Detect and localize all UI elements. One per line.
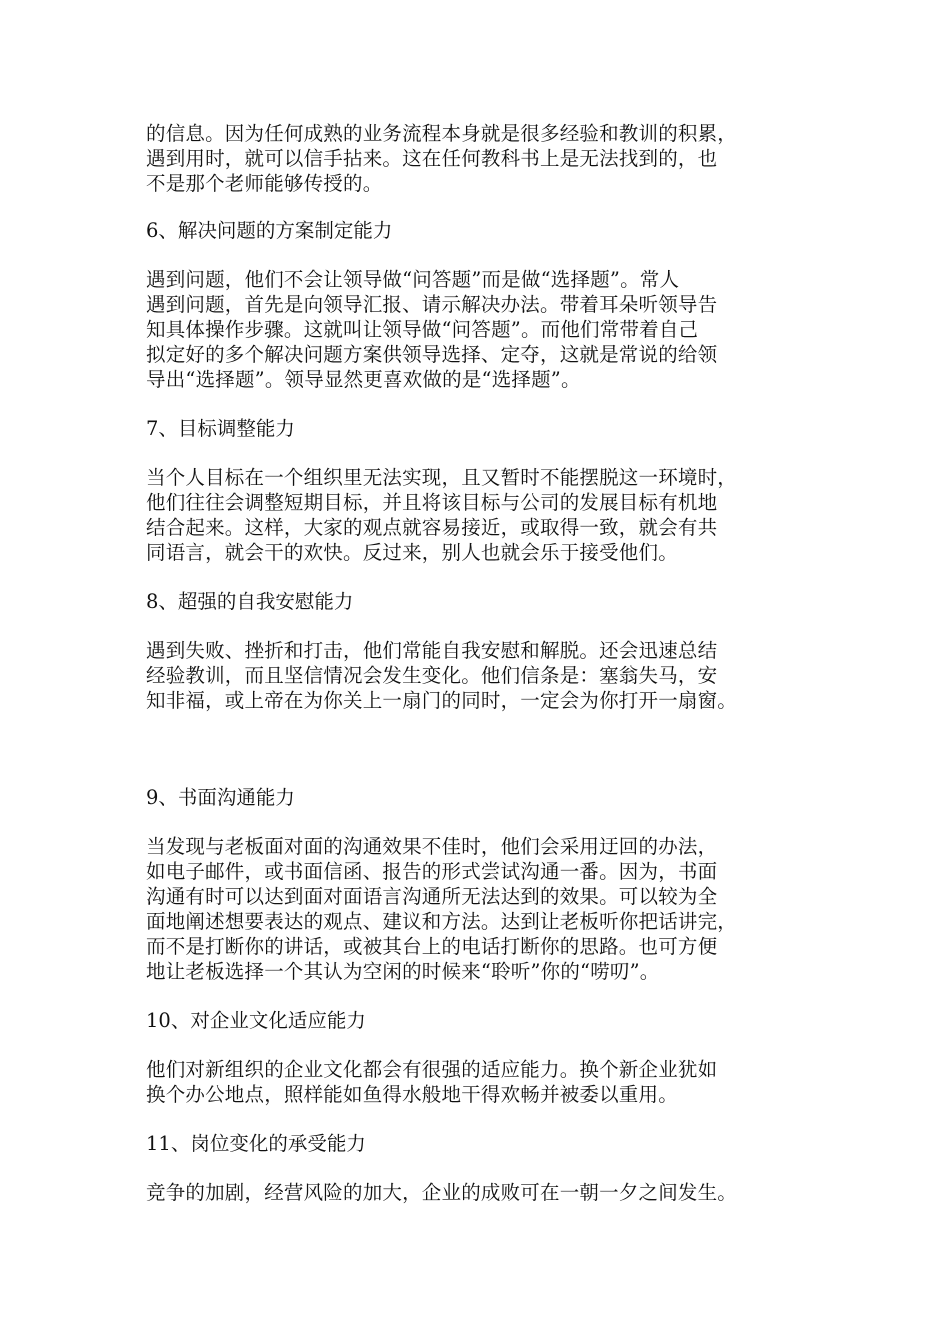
section-heading-7: 7、目标调整能力 (146, 417, 295, 440)
paragraph-intro: 的信息。因为任何成熟的业务流程本身就是很多经验和教训的积累， 遇到用时，就可以信手拈来。这在任何教科书上是无法找到的，也 不是那个老师能够传授的。 (146, 122, 738, 195)
paragraph-section-8: 遇到失败、挫折和打击，他们常能自我安慰和解脱。还会迅速总结 经验教训，而且坚信情况会发生变化。他们信条是：塞翁失马，安 知非福，或上帝在为你关上一扇门的同时，一定会为你打开一扇窗。 (146, 639, 738, 712)
paragraph-section-9: 当发现与老板面对面的沟通效果不佳时，他们会采用迂回的办法， 如电子邮件，或书面信函、报告的形式尝试沟通一番。因为，书面 沟通有时可以达到面对面语言沟通所无法达到的效果。可以较为全 面地阐述想要表达的观点、建议和方法。达到让老板听你把话讲完， 而不是打断你的讲话，或被其台上的电话打断你的思路。也可方便 地让老板选择一个其认为空闲的时候来“聆听”你的“唠叨”。 (146, 835, 738, 983)
section-heading-10: 10、对企业文化适应能力 (146, 1009, 366, 1032)
document-page (146, 121, 826, 1205)
paragraph-section-6: 遇到问题，他们不会让领导做“问答题”而是做“选择题”。常人 遇到问题，首先是向领导汇报、请示解决办法。带着耳朵听领导告 知具体操作步骤。这就叫让领导做“问答题”。而他们常带着自己 拟定好的多个解决问题方案供领导选择、定夺，这就是常说的给领 导出“选择题”。领导显然更喜欢做的是“选择题”。 (146, 268, 718, 391)
spacer (146, 984, 826, 1008)
spacer (146, 196, 826, 218)
spacer (146, 441, 826, 465)
section-heading-6: 6、解决问题的方案制定能力 (146, 219, 393, 242)
paragraph-section-11: 竞争的加剧，经营风险的加大，企业的成败可在一朝一夕之间发生。 (146, 1181, 738, 1204)
paragraph-section-7: 当个人目标在一个组织里无法实现，且又暂时不能摆脱这一环境时， 他们往往会调整短期目标，并且将该目标与公司的发展目标有机地 结合起来。这样，大家的观点就容易接近，或取得一致，就会有共 同语言，就会干的欢快。反过来，别人也就会乐于接受他们。 (146, 466, 738, 564)
spacer (146, 713, 826, 785)
section-heading-11: 11、岗位变化的承受能力 (146, 1132, 366, 1155)
section-heading-8: 8、超强的自我安慰能力 (146, 590, 354, 613)
spacer (146, 1033, 826, 1057)
paragraph-section-10: 他们对新组织的企业文化都会有很强的适应能力。换个新企业犹如 换个办公地点，照样能如鱼得水般地干得欢畅并被委以重用。 (146, 1058, 718, 1106)
spacer (146, 392, 826, 416)
spacer (146, 1107, 826, 1131)
spacer (146, 243, 826, 267)
section-heading-9: 9、书面沟通能力 (146, 786, 295, 809)
spacer (146, 1156, 826, 1180)
spacer (146, 810, 826, 834)
spacer (146, 614, 826, 638)
spacer (146, 565, 826, 589)
